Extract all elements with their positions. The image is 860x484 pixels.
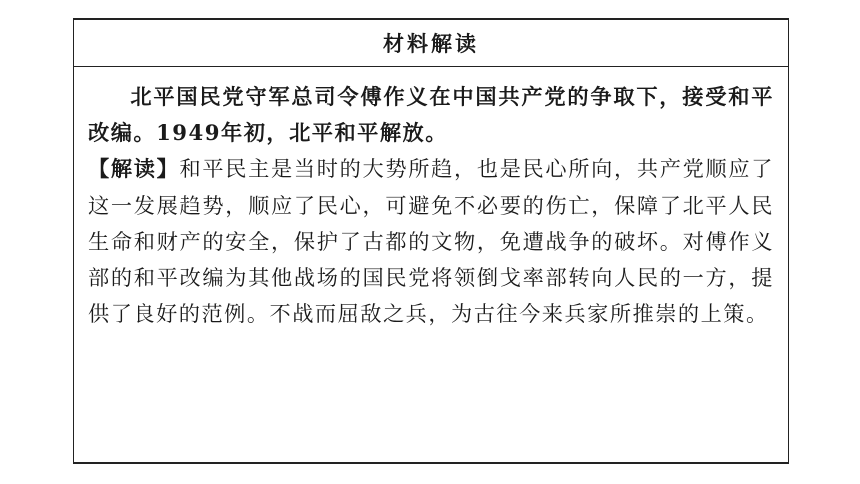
interpretation-bracket-close: 】 — [156, 156, 180, 182]
panel-body — [74, 67, 788, 332]
interpretation-paragraph — [88, 151, 774, 332]
interpretation-text: 和平民主是当时的大势所趋，也是民心所向，共产党顺应了这一发展趋势，顺应了民心，可避免不必要的伤亡，保障了北平人民生命和财产的安全，保护了古都的文物，免遭战争的破坏。对傅作义部的和平改编为其他战场的国民党将领倒戈率部转向人民的一方，提供了良好的范例。不战而屈敌之兵，为古往今来兵家所推崇的上策。 — [88, 156, 774, 327]
material-interpretation-panel — [73, 18, 789, 464]
interpretation-label: 解读 — [110, 156, 157, 182]
interpretation-bracket-open: 【 — [88, 156, 111, 182]
panel-title: 材料解读 — [74, 20, 788, 67]
material-paragraph: 北平国民党守军总司令傅作义在中国共产党的争取下，接受和平改编。1949年初，北平和平解放。 — [88, 84, 774, 146]
